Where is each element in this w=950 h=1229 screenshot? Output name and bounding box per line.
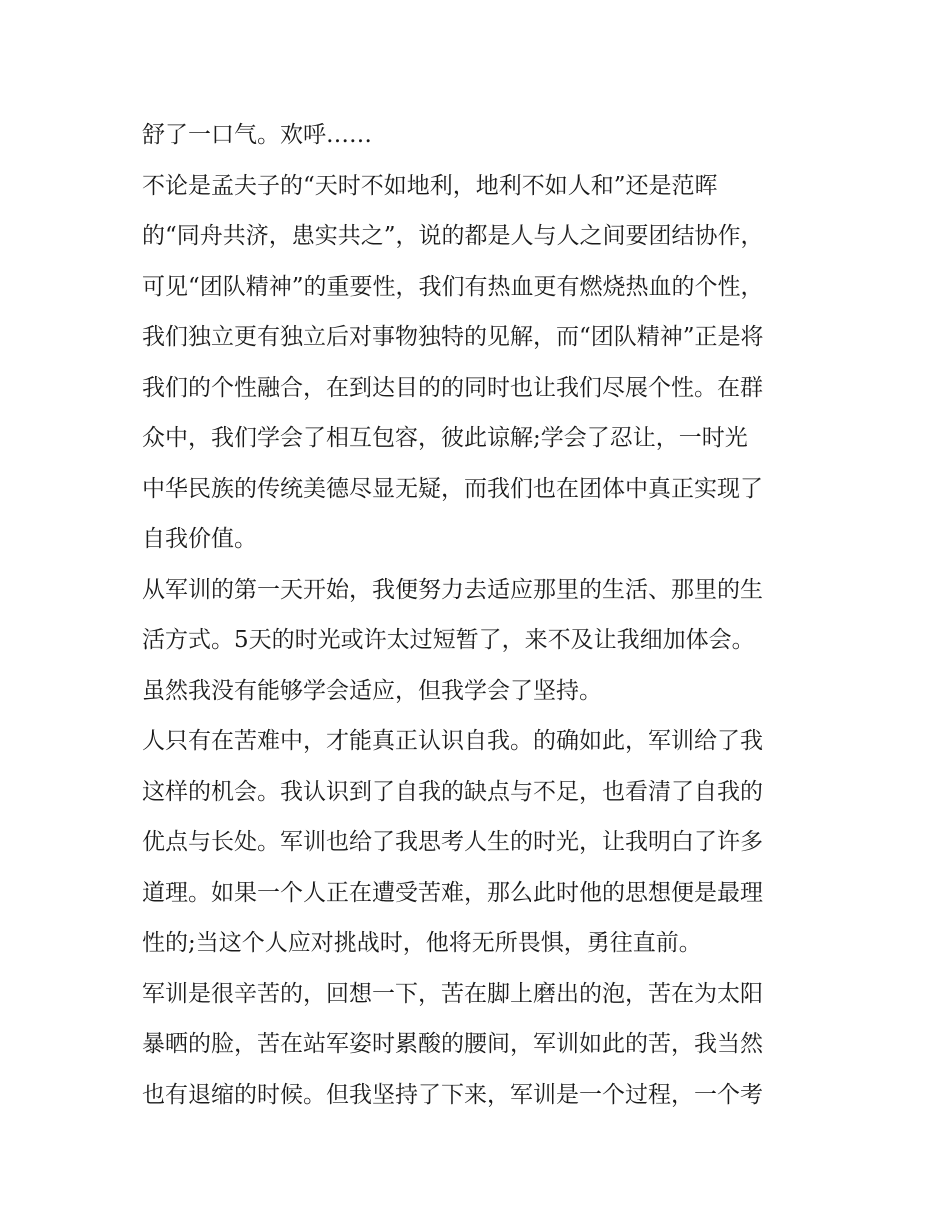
text-line: 这样的机会。我认识到了自我的缺点与不足，也看清了自我的 (142, 778, 763, 805)
text-line: 人只有在苦难中，才能真正认识自我。的确如此，军训给了我 (142, 728, 763, 754)
text-line: 可见“团队精神”的重要性，我们有热血更有燃烧热血的个性， (142, 273, 764, 300)
text-line: 中华民族的传统美德尽显无疑，而我们也在团体中真正实现了 (142, 475, 763, 502)
text-line: 不论是孟夫子的“天时不如地利，地利不如人和”还是范晖 (142, 172, 718, 199)
text-line: 虽然我没有能够学会适应，但我学会了坚持。 (142, 677, 602, 704)
text-line: 从军训的第一天开始，我便努力去适应那里的生活、那里的生 (142, 576, 763, 603)
document-body (142, 110, 822, 1120)
text-line: 众中，我们学会了相互包容，彼此谅解;学会了忍让，一时光 (142, 425, 748, 451)
text-line: 活方式。5天的时光或许太过短暂了，来不及让我细加体会。 (142, 627, 755, 653)
text-line: 性的;当这个人应对挑战时，他将无所畏惧，勇往直前。 (142, 930, 702, 956)
text-line: 优点与长处。军训也给了我思考人生的时光，让我明白了许多 (142, 829, 763, 855)
text-line: 军训是很辛苦的，回想一下，苦在脚上磨出的泡，苦在为太阳 (142, 980, 763, 1007)
text-line: 也有退缩的时候。但我坚持了下来，军训是一个过程，一个考 (142, 1081, 763, 1108)
text-line: 我们的个性融合，在到达目的的同时也让我们尽展个性。在群 (142, 374, 763, 401)
text-line: 道理。如果一个人正在遭受苦难，那么此时他的思想便是最理 (142, 879, 763, 906)
text-line: 舒了一口气。欢呼…… (142, 122, 372, 148)
text-line: 我们独立更有独立后对事物独特的见解，而“团队精神”正是将 (142, 324, 764, 350)
text-line: 自我价值。 (142, 526, 257, 552)
text-line: 暴晒的脸，苦在站军姿时累酸的腰间，军训如此的苦，我当然 (142, 1031, 763, 1057)
text-line: 的“同舟共济，患实共之”，说的都是人与人之间要团结协作， (142, 223, 764, 249)
